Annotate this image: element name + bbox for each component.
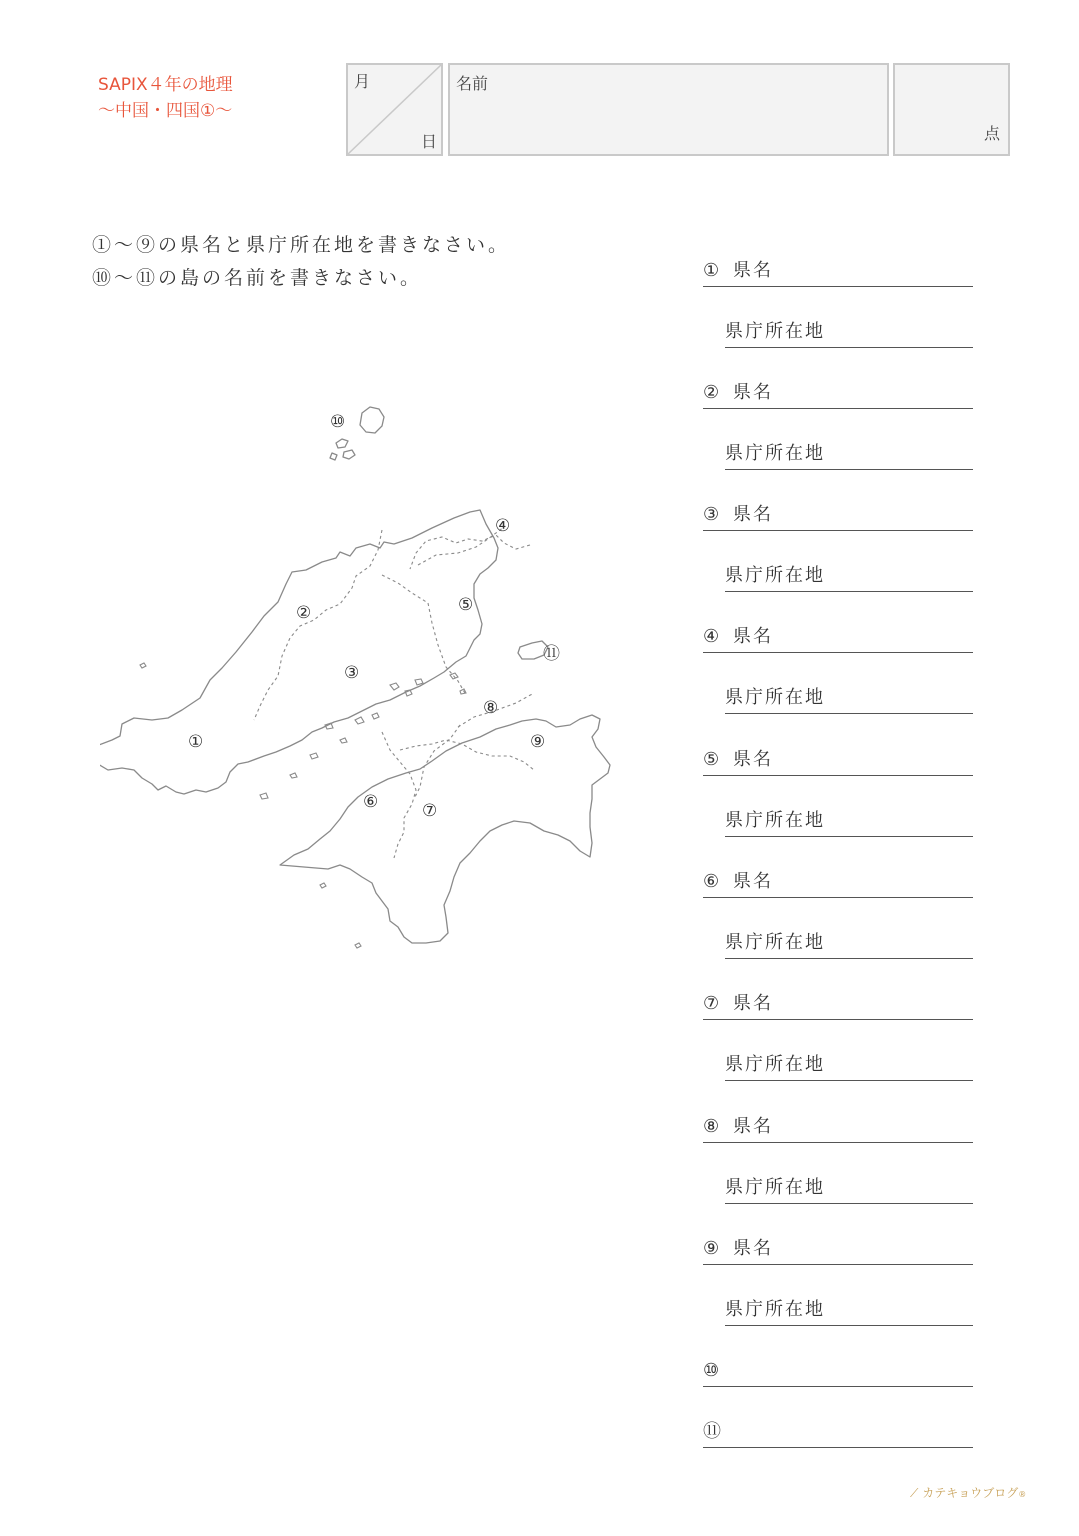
title-line-2: 〜中国・四国①〜 <box>98 101 233 121</box>
map-label-6: ⑥ <box>363 792 379 812</box>
answer-pref-line[interactable] <box>703 381 973 409</box>
answer-capital-line[interactable] <box>725 809 973 837</box>
pref-border <box>382 732 416 858</box>
registered-icon: ® <box>1018 1490 1027 1499</box>
answer-pref-line[interactable] <box>703 870 973 898</box>
capital-label: 県庁所在地 <box>725 1177 825 1198</box>
answer-capital-line[interactable] <box>725 1176 973 1204</box>
day-label: 日 <box>420 132 437 151</box>
pref-label: 県名 <box>733 504 773 525</box>
logo-text: カテキョウブログ <box>922 1486 1019 1500</box>
shikoku-outline <box>280 715 610 943</box>
instruction-2: ⑩〜⑪の島の名前を書きなさい。 <box>92 267 423 289</box>
pref-label: 県名 <box>733 382 773 403</box>
map-label-11: ⑪ <box>543 644 560 664</box>
answer-number: ⑨ <box>703 1238 720 1259</box>
answer-capital-line[interactable] <box>725 320 973 348</box>
oki-island <box>330 439 355 460</box>
capital-label: 県庁所在地 <box>725 810 825 831</box>
pref-label: 県名 <box>733 260 773 281</box>
pref-label: 県名 <box>733 871 773 892</box>
pref-label: 県名 <box>733 1238 773 1259</box>
date-box[interactable] <box>346 63 443 156</box>
score-label: 点 <box>983 124 1000 143</box>
pref-border <box>382 575 466 695</box>
capital-label: 県庁所在地 <box>725 687 825 708</box>
answer-capital-line[interactable] <box>725 1298 973 1326</box>
map-label-1: ① <box>188 732 204 752</box>
answer-capital-line[interactable] <box>725 931 973 959</box>
pref-border <box>254 530 382 720</box>
map-label-10: ⑩ <box>330 412 346 432</box>
answer-pref-line[interactable] <box>703 1237 973 1265</box>
answer-number: ② <box>703 382 720 403</box>
capital-label: 県庁所在地 <box>725 443 825 464</box>
month-label: 月 <box>354 72 371 91</box>
answer-capital-line[interactable] <box>725 564 973 592</box>
map-label-9: ⑨ <box>530 732 546 752</box>
answer-number: ⑦ <box>703 993 720 1014</box>
pref-border <box>410 535 530 569</box>
pref-label: 県名 <box>733 626 773 647</box>
pref-border <box>400 740 534 770</box>
instruction-1: ①〜⑨の県名と県庁所在地を書きなさい。 <box>92 234 511 256</box>
capital-label: 県庁所在地 <box>725 565 825 586</box>
logo-chart-icon: ⟋ <box>910 1486 919 1500</box>
answer-pref-line[interactable] <box>703 259 973 287</box>
map-label-8: ⑧ <box>483 698 499 718</box>
answer-pref-line[interactable] <box>703 992 973 1020</box>
pref-label: 県名 <box>733 993 773 1014</box>
answer-pref-line[interactable] <box>703 625 973 653</box>
answer-number: ⑤ <box>703 749 720 770</box>
answer-pref-line[interactable] <box>703 503 973 531</box>
logo <box>910 1484 1026 1501</box>
answer-number: ③ <box>703 504 720 525</box>
map-label-3: ③ <box>344 663 360 683</box>
island-answer-line[interactable] <box>703 1420 973 1448</box>
score-box[interactable] <box>893 63 1010 156</box>
map-label-5: ⑤ <box>458 595 474 615</box>
island-answer-line[interactable] <box>703 1359 973 1387</box>
capital-label: 県庁所在地 <box>725 1054 825 1075</box>
map-label-2: ② <box>296 603 312 623</box>
chugoku-shikoku-map <box>100 395 620 965</box>
pref-label: 県名 <box>733 749 773 770</box>
answer-number: ① <box>703 260 720 281</box>
answer-number: ④ <box>703 626 720 647</box>
chugoku-outline <box>100 510 498 794</box>
capital-label: 県庁所在地 <box>725 1299 825 1320</box>
capital-label: 県庁所在地 <box>725 932 825 953</box>
answer-capital-line[interactable] <box>725 442 973 470</box>
answer-capital-line[interactable] <box>725 1053 973 1081</box>
answer-number: ⑧ <box>703 1116 720 1137</box>
worksheet-title <box>98 72 233 124</box>
island-number: ⑪ <box>703 1421 721 1442</box>
name-box[interactable] <box>448 63 889 156</box>
title-line-1: SAPIX４年の地理 <box>98 75 233 95</box>
pref-label: 県名 <box>733 1116 773 1137</box>
answer-capital-line[interactable] <box>725 686 973 714</box>
map-label-7: ⑦ <box>422 801 438 821</box>
pref-border <box>414 725 460 799</box>
map-label-4: ④ <box>495 516 511 536</box>
answer-pref-line[interactable] <box>703 1115 973 1143</box>
answer-pref-line[interactable] <box>703 748 973 776</box>
answer-number: ⑥ <box>703 871 720 892</box>
capital-label: 県庁所在地 <box>725 321 825 342</box>
name-label: 名前 <box>456 74 489 93</box>
island-number: ⑩ <box>703 1360 720 1381</box>
oki-island <box>360 407 384 433</box>
